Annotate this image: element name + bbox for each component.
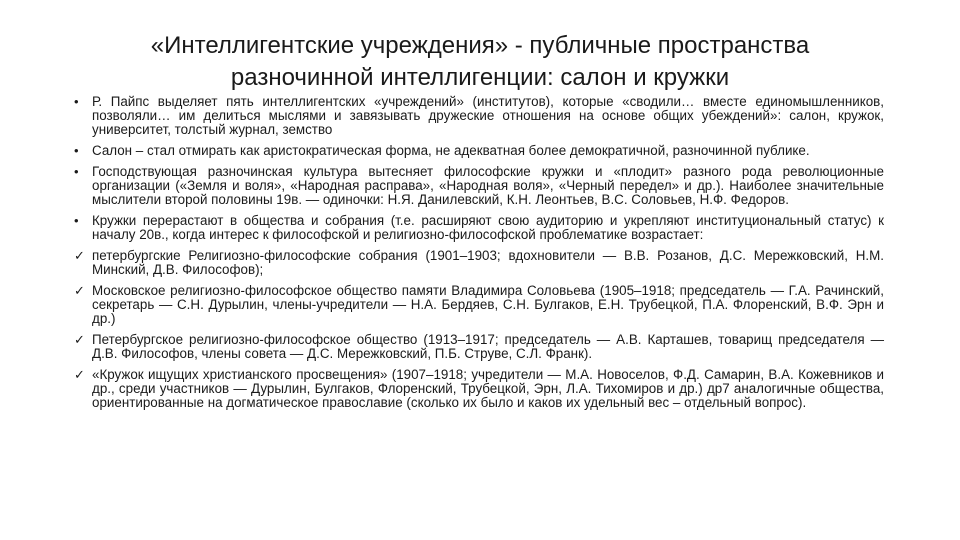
checkmark-icon: ✓ [74,331,85,347]
bullet-text: петербургские Религиозно-философские собрания (1901–1903; вдохновители — В.В. Розанов, Д.С. Мережковский, Н.М. Минский, Д.В. Философов); [92,247,884,278]
checkmark-icon: ✓ [74,366,85,382]
slide-title-line-2: разночинной интеллигенции: салон и кружки [230,64,730,91]
bullet-text: Господствующая разночинская культура вытесняет философские кружки и «плодит» разного рода революционные организации («Земля и воля», «Народная расправа», «Народная воля», «Черный передел» и др.). Наиболее значительные мыслители второй половины 19в. — одиночки: Н.Я. Данилевский, К.Н. Леонтьев, В.С. Соловьев, Н.Ф. Федоров. [92,163,884,208]
bullet-icon: • [74,163,79,179]
bullet-icon: • [74,94,79,109]
bullet-text: Кружки перерастают в общества и собрания (т.е. расширяют свою аудиторию и укрепляют институциональный статус) к началу 20в., когда интерес к философской и религиозно-философской проблематике возрастает: [92,212,884,243]
check-item-moscow-society [74,284,884,327]
bullet-text: «Кружок ищущих христианского просвещения» (1907–1918; учредители — М.А. Новоселов, Ф.Д. Самарин, В.А. Кожевников и др., среди участников — Дурылин, Булгаков, Флоренский, Трубецкой, Эрн, Л.А. Тихомиров и др.) др7 аналогичные общества, ориентированные на догматическое православие (сколько их было и каков их удельный вес – отдельный вопрос). [92,366,884,411]
bullet-item-pipes [74,95,884,138]
bullet-text: Московское религиозно-философское общество памяти Владимира Соловьева (1905–1918; председатель — Г.А. Рачинский, секретарь — С.Н. Дурылин, члены-учредители — Н.А. Бердяев, С.Н. Булгаков, Е.Н. Трубецкой, П.А. Флоренский, В.Ф. Эрн и др.) [92,282,884,327]
bullet-item-raznochinskaya-culture [74,165,884,208]
checkmark-icon: ✓ [74,282,85,298]
check-item-petersburg-society [74,333,884,361]
bullet-icon: • [74,212,79,228]
bullet-text: Петербургское религиозно-философское общество (1913–1917; председатель — А.В. Карташев, товарищ председателя — Д.В. Философов, члены совета — Д.С. Мережковский, П.Б. Струве, С.Л. Франк). [92,331,884,362]
bullet-item-circles-to-societies [74,214,884,242]
slide-title-line-1: «Интеллигентские учреждения» - публичные пространства [150,32,810,59]
bullet-text: Салон – стал отмирать как аристократическая форма, не адекватная более демократичной, разночинной публике. [92,143,810,159]
check-item-christian-enlightenment-circle [74,368,884,411]
bullet-text: Р. Пайпс выделяет пять интеллигентских «учреждений» (институтов), которые «сводили… вместе единомышленников, позволяли… им делиться мыслями и завязывать дружеские отношения на основе общих убеждений»: салон, кружок, университет, толстый журнал, земство [92,94,884,138]
slide-title [60,30,900,94]
check-item-petersburg-meetings [74,249,884,277]
bullet-item-salon [74,144,884,158]
bullet-icon: • [74,143,79,159]
bullet-list [74,95,884,417]
checkmark-icon: ✓ [74,247,85,263]
